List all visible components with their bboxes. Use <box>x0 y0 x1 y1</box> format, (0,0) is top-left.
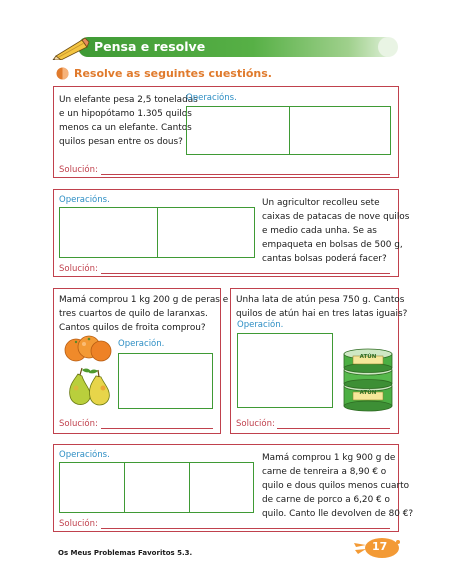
instructions-subtitle: Resolve as seguintes cuestións. <box>74 67 272 80</box>
operations-label: Operacións. <box>186 93 237 103</box>
section-title: Pensa e resolve <box>94 39 206 54</box>
problem-2-text: Un agricultor recolleu sete caixas de patacas de nove quilos e medio cada unha. Se as empaqueta en bolsas de 500 g, cantas bolsas poderá facer? <box>262 198 410 264</box>
book-title: Os Meus Problemas Favoritos 5.3. <box>58 549 193 557</box>
operation-label: Operación. <box>237 320 284 330</box>
operation-label: Operación. <box>118 339 165 349</box>
solution-label: Solución: <box>59 165 98 175</box>
banner-end-bubble <box>378 37 398 57</box>
solution-label: Solución: <box>236 419 275 429</box>
problem-4-text: Unha lata de atún pesa 750 g. Cantos quilos de atún hai en tres latas iguais? <box>236 295 408 319</box>
solution-label: Solución: <box>59 264 98 274</box>
solution-line[interactable] <box>101 428 213 429</box>
operations-divider <box>124 462 125 513</box>
can-label-top: ATÚN <box>359 354 377 360</box>
solution-label: Solución: <box>59 419 98 429</box>
solution-line[interactable] <box>277 428 390 429</box>
pencil-icon <box>52 36 90 60</box>
can-label-bottom: ATÚN <box>359 390 377 396</box>
operations-divider <box>157 207 158 258</box>
solution-label: Solución: <box>59 519 98 529</box>
pears-icon <box>64 366 112 410</box>
problem-5-text: Mamá comprou 1 kg 900 g de carne de tenreira a 8,90 € o quilo e dous quilos menos cuarto de carne de porco a 6,20 € o quilo. Canto lle devolven de 80 €? <box>262 453 414 519</box>
operation-box[interactable] <box>118 353 213 409</box>
problem-1-text: Un elefante pesa 2,5 toneladas e un hipopótamo 1.305 quilos menos ca un elefante. Cantos quilos pesan entre os dous? <box>59 95 198 147</box>
operations-divider <box>189 462 190 513</box>
solution-line[interactable] <box>101 528 390 529</box>
solution-line[interactable] <box>101 273 390 274</box>
operations-box[interactable] <box>59 462 254 513</box>
oranges-icon <box>62 333 114 365</box>
orange-circle-icon <box>56 67 69 80</box>
page-number: 17 <box>372 540 388 553</box>
problem-3-text: Mamá comprou 1 kg 200 g de peras e tres cuartos de quilo de laranxas. Cantos quilos de froita comprou? <box>59 295 229 333</box>
solution-line[interactable] <box>101 174 390 175</box>
operation-box[interactable] <box>237 333 333 408</box>
operations-divider <box>289 106 290 155</box>
operations-label: Operacións. <box>59 450 110 460</box>
operations-label: Operacións. <box>59 195 110 205</box>
